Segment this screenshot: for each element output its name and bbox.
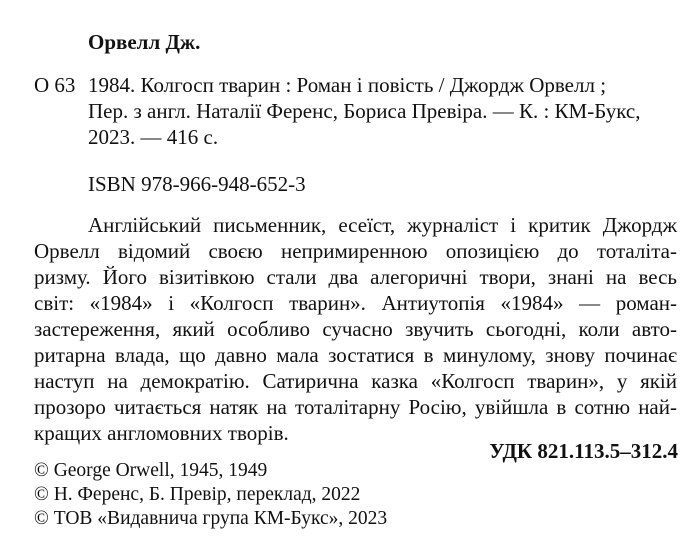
annotation-line: прозоро читається натяк на тоталітарну Росію, увійшла в сотню най- <box>34 395 677 419</box>
annotation-line: ризму. Його візитівкою стали два алегоричні твори, знані на весь <box>34 265 677 289</box>
copyright-line: © ТОВ «Видавнича група КМ-Букс», 2023 <box>34 508 388 529</box>
biblio-line: Пер. з англ. Наталії Ференс, Бориса Превіра. — К. : КМ-Букс, <box>88 99 641 123</box>
copyright-line: © George Orwell, 1945, 1949 <box>34 460 268 481</box>
annotation-line: світ: «1984» і «Колгосп тварин». Антиутопія «1984» — роман- <box>34 291 677 315</box>
annotation-line: наступ на демократію. Сатирична казка «Колгосп тварин», у якій <box>34 369 677 393</box>
biblio-line: 1984. Колгосп тварин : Роман і повість / Джордж Орвелл ; <box>88 73 607 97</box>
isbn: ISBN 978-966-948-652-3 <box>88 172 306 196</box>
annotation-paragraph <box>34 212 677 446</box>
annotation-line: застереження, який особливо сучасно звучить сьогодні, коли авто- <box>34 317 677 341</box>
biblio-line: 2023. — 416 с. <box>88 125 219 149</box>
catalog-code: О 63 <box>34 73 76 97</box>
annotation-line: Англійський письменник, есеїст, журналіст і критик Джордж <box>88 213 677 237</box>
udk-code: УДК 821.113.5–312.4 <box>489 439 678 463</box>
copyright-line: © Н. Ференс, Б. Превір, переклад, 2022 <box>34 484 361 505</box>
annotation-line: кращих англомовних творів. <box>34 421 289 445</box>
annotation-line: ритарна влада, що давно мала зостатися в минулому, знову починає <box>34 343 677 367</box>
author-heading: Орвелл Дж. <box>88 30 201 54</box>
bibliographic-description <box>88 72 678 150</box>
annotation-line: Орвелл відомий своєю непримиренною опозицією до тоталіта- <box>34 239 677 263</box>
copyright-block <box>34 459 387 531</box>
